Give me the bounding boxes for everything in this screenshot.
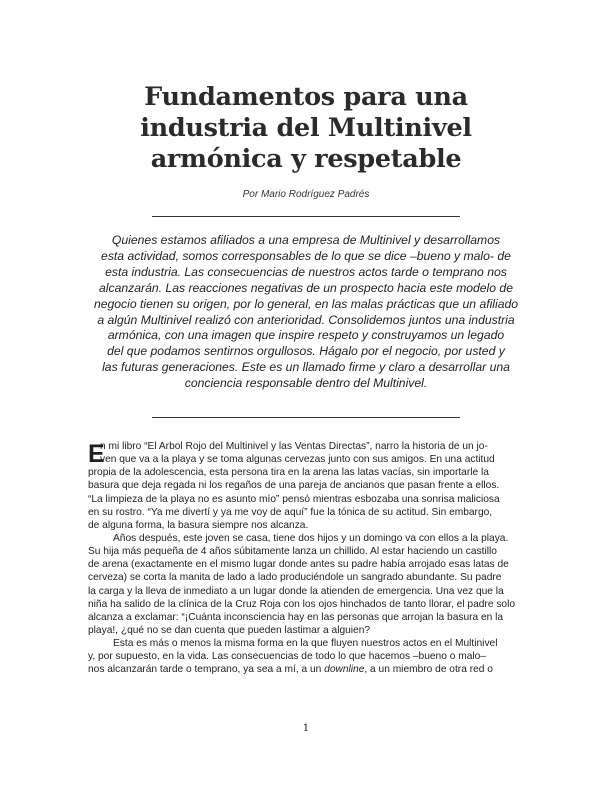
abstract-line: esta actividad, somos corresponsables de lo que se dice –bueno y malo- de xyxy=(101,248,511,263)
body-line: alcanza a exclamar: “¡Cuánta inconsciencia hay en las personas que arrojan la basura en la xyxy=(88,611,504,623)
body-line: de arena (exactamente en el mismo lugar donde antes su padre había arrojado esas latas de xyxy=(88,559,509,571)
body-line: cerveza) se corta la manita de lado a lado produciéndole un sangrado abundante. Su padre xyxy=(88,572,502,584)
body-line: la carga y la lleva de inmediato a un lugar donde la atienden de emergencia. Una vez que la xyxy=(88,585,504,597)
body-line-last-head: nos alcanzarán tarde o temprano, ya sea a mí, a un xyxy=(88,664,325,676)
drop-cap: E xyxy=(88,440,105,468)
abstract-line: Quienes estamos afiliados a una empresa de Multinivel y desarrollamos xyxy=(111,233,501,247)
body-line: en su rostro. “Ya me divertí y ya me voy de aquí” fue la tónica de su actitud. Sin embargo, xyxy=(88,506,493,518)
abstract-line: esta industria. Las consecuencias de nuestros actos tarde o temprano nos xyxy=(105,264,507,279)
body-line: propia de la adolescencia, esta persona tira en la arena las latas vacías, sin importarle la xyxy=(88,467,489,479)
body-line: ven que va a la playa y se toma algunas cervezas junto con sus amigos. En una actitud xyxy=(100,454,495,466)
body-line: “La limpieza de la playa no es asunto mío” pensó mientras esbozaba una sonrisa maliciosa xyxy=(88,493,500,505)
page-number: 1 xyxy=(302,722,310,734)
body-line-last xyxy=(88,663,528,676)
abstract-line: del que podamos sentirnos orgullosos. Hágalo por el negocio, por usted y xyxy=(107,344,505,359)
body-line: playa!, ¿qué no se dan cuenta que pueden lastimar a alguien? xyxy=(88,624,371,636)
author-byline: Por Mario Rodríguez Padrés xyxy=(242,189,370,200)
title-line: armónica y respetable xyxy=(150,144,462,174)
body-line: Esta es más o menos la misma forma en la que fluyen nuestros actos en el Multinivel xyxy=(113,638,498,650)
body-line: basura que deja regada ni los regaños de una pareja de ancianos que pasan frente a ellos. xyxy=(88,480,500,492)
top-divider xyxy=(152,216,460,217)
body-line: Años después, este joven se casa, tiene dos hijos y un domingo va con ellos a la playa. xyxy=(113,532,509,544)
abstract-line: las futuras generaciones. Este es un llamado firme y claro a desarrollar una xyxy=(102,360,510,375)
body-line: niña ha salido de la clínica de la Cruz Roja con los ojos hinchados de tanto llorar, el padre solo xyxy=(88,598,516,610)
abstract-line: alcanzarán. Las reacciones negativas de un prospecto hacia este modelo de xyxy=(99,280,513,295)
abstract-line: a algún Multinivel realizó con anterioridad. Consolidemos juntos una industria xyxy=(97,312,515,327)
title-line: Fundamentos para una xyxy=(144,82,468,112)
abstract-line: negocio tienen su origen, por lo general, en las malas prácticas que un afiliado xyxy=(93,296,519,311)
body-line-last-tail: , a un miembro de otra red o xyxy=(364,664,493,676)
body-line: Su hija más pequeña de 4 años súbitamente lanza un chillido. Al estar haciendo un castillo xyxy=(88,546,497,558)
bottom-divider xyxy=(152,417,460,418)
abstract-line: conciencia responsable dentro del Multinivel. xyxy=(184,376,428,391)
body-line: n mi libro “El Arbol Rojo del Multinivel y las Ventas Directas”, narro la historia de un jo- xyxy=(100,441,488,452)
body-line: y, por supuesto, en la vida. Las consecuencias de todo lo que hacemos –bueno o malo– xyxy=(88,651,486,663)
abstract xyxy=(82,233,530,392)
article-body xyxy=(88,440,528,677)
title-line: industria del Multinivel xyxy=(140,113,472,143)
downline-term: downline xyxy=(324,664,365,676)
body-line: de alguna forma, la basura siempre nos alcanza. xyxy=(88,519,309,531)
article-title xyxy=(0,82,612,175)
abstract-line: armónica, con una imagen que inspire respeto y construyamos un legado xyxy=(107,328,505,343)
